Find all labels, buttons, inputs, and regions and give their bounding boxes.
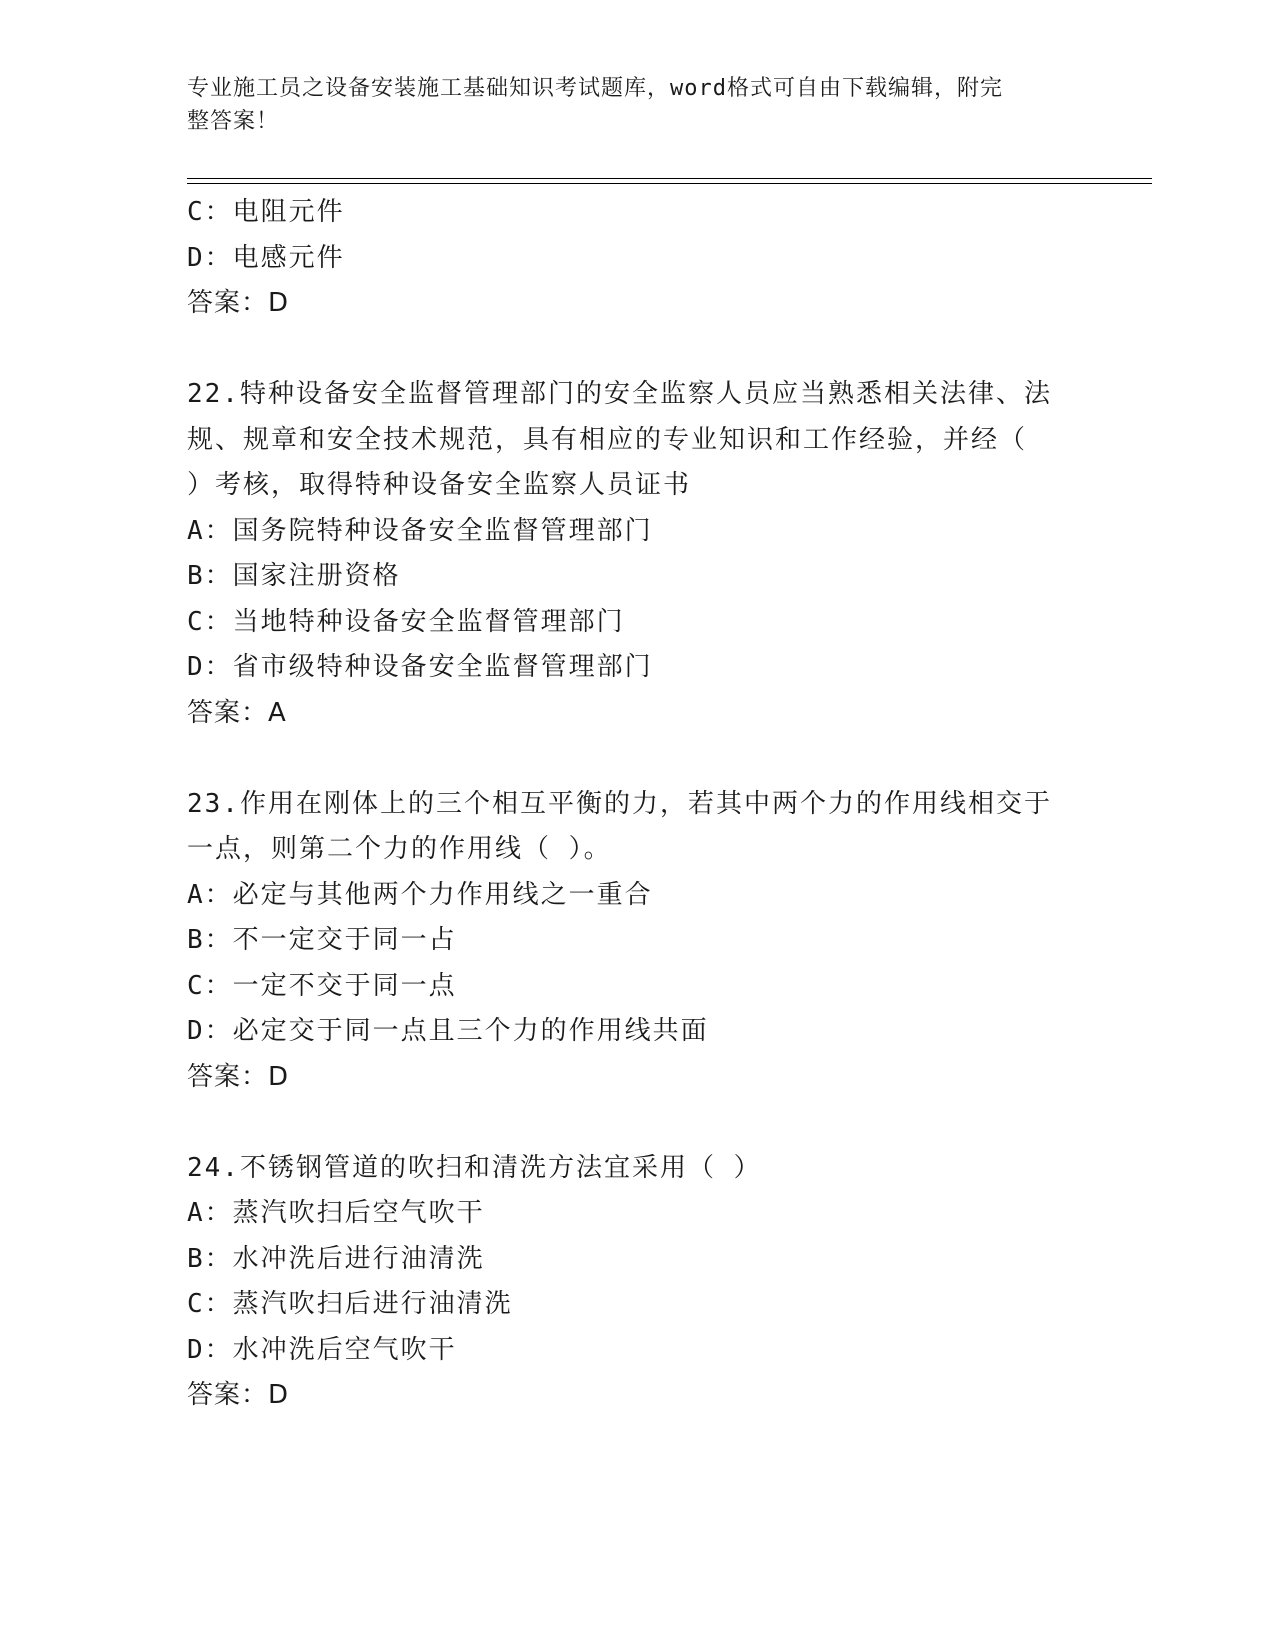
spacer [187, 736, 1152, 782]
spacer [187, 1100, 1152, 1146]
question-list [187, 190, 1152, 1419]
question-stem-line: 一点，则第二个力的作用线（ ）。 [187, 834, 612, 864]
answer-line: 答案：D [187, 288, 290, 318]
question-stem-line: 22.特种设备安全监督管理部门的安全监察人员应当熟悉相关法律、法 [187, 379, 1052, 409]
question-stem-line: 24.不锈钢管道的吹扫和清洗方法宜采用（ ） [187, 1152, 762, 1183]
header-line-2: 整答案！ [187, 109, 280, 134]
option-a: A：国务院特种设备安全监督管理部门 [187, 515, 653, 546]
document-header [187, 72, 1067, 138]
option-b: B：国家注册资格 [187, 561, 401, 591]
question-block-24 [187, 1146, 1152, 1419]
option-c: C：一定不交于同一点 [187, 970, 457, 1001]
option-b: B：不一定交于同一占 [187, 925, 457, 955]
header-line-1: 专业施工员之设备安装施工基础知识考试题库，word格式可自由下载编辑，附完 [187, 76, 1003, 101]
question-stem-line: 23.作用在刚体上的三个相互平衡的力，若其中两个力的作用线相交于 [187, 788, 1052, 819]
question-block-22 [187, 372, 1152, 736]
answer-line: 答案：D [187, 1380, 290, 1410]
option-a: A：蒸汽吹扫后空气吹干 [187, 1198, 485, 1228]
question-block-21 [187, 190, 1152, 327]
option-d: D：省市级特种设备安全监督管理部门 [187, 652, 653, 682]
option-d: D：水冲洗后空气吹干 [187, 1334, 457, 1365]
option-a: A：必定与其他两个力作用线之一重合 [187, 879, 653, 910]
spacer [187, 327, 1152, 373]
option-d: D：电感元件 [187, 242, 345, 273]
answer-line: 答案：A [187, 697, 287, 728]
answer-line: 答案：D [187, 1061, 290, 1092]
option-c: C：电阻元件 [187, 197, 345, 227]
question-stem-line: 规、规章和安全技术规范，具有相应的专业知识和工作经验，并经（ [187, 424, 1028, 455]
option-c: C：蒸汽吹扫后进行油清洗 [187, 1289, 513, 1319]
option-b: B：水冲洗后进行油清洗 [187, 1243, 485, 1274]
question-block-23 [187, 782, 1152, 1101]
header-divider [187, 178, 1152, 184]
question-stem-line: ）考核，取得特种设备安全监察人员证书 [187, 470, 692, 500]
option-c: C：当地特种设备安全监督管理部门 [187, 606, 625, 637]
option-d: D：必定交于同一点且三个力的作用线共面 [187, 1016, 709, 1046]
